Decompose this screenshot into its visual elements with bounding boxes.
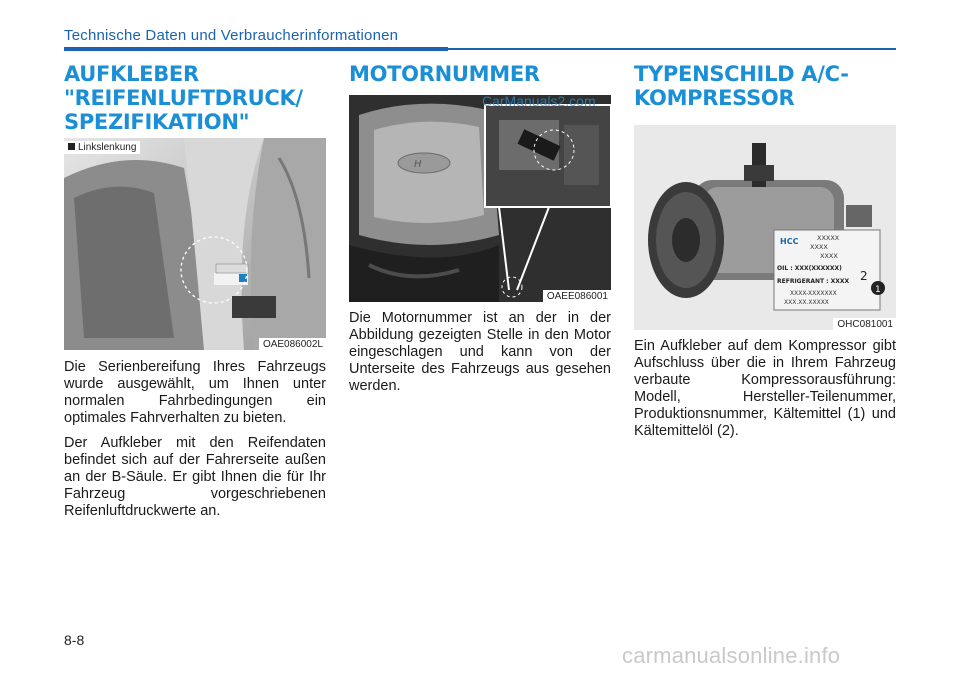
svg-text:OIL : XXX(XXXXXX): OIL : XXX(XXXXXX) bbox=[777, 265, 842, 272]
svg-text:XXXX-XXXXXXX: XXXX-XXXXXXX bbox=[790, 290, 837, 297]
page-number: 8-8 bbox=[64, 632, 85, 648]
section-heading-engine-number: MOTORNUMMER bbox=[349, 62, 540, 86]
figure-compressor bbox=[634, 125, 896, 330]
svg-text:HCC: HCC bbox=[780, 237, 799, 246]
figure-code: OAEE086001 bbox=[543, 290, 611, 302]
paragraph: Ein Aufkleber auf dem Kompressor gibt Aufschluss über die in Ihrem Fahrzeug verbaute Kompressorausführung: Modell, Hersteller-Teilenummer, Produktionsnummer, Kältemittel (1) und Kältemittelöl (2). bbox=[634, 338, 896, 439]
b-pillar-illustration bbox=[64, 138, 326, 350]
section-heading-ac-compressor: TYPENSCHILD A/C- KOMPRESSOR bbox=[634, 62, 849, 110]
running-header: Technische Daten und Verbraucherinformationen bbox=[64, 27, 399, 44]
header-rule-thin bbox=[448, 48, 896, 50]
svg-text:2: 2 bbox=[860, 269, 868, 283]
figure-code: OAE086002L bbox=[259, 338, 326, 350]
svg-text:XXXX: XXXX bbox=[810, 243, 828, 251]
watermark-top: CarManuals2.com bbox=[482, 93, 596, 109]
paragraph: Die Motornummer ist an der in der Abbildung gezeigten Stelle in den Motor eingeschlagen und kann von der Unterseite des Fahrzeugs aus gesehen werden. bbox=[349, 310, 611, 394]
tag-left-hand-drive: Linkslenkung bbox=[64, 141, 140, 154]
compressor-illustration bbox=[634, 125, 896, 330]
svg-text:REFRIGERANT : XXXX: REFRIGERANT : XXXX bbox=[777, 278, 850, 285]
section-ac-compressor bbox=[634, 62, 896, 110]
svg-text:XXX.XX.XXXXX: XXX.XX.XXXXX bbox=[784, 299, 829, 306]
section-heading-tire-label: AUFKLEBER "REIFENLUFTDRUCK/ SPEZIFIKATION" bbox=[64, 62, 303, 134]
section-text-ac-compressor bbox=[634, 338, 896, 448]
svg-text:XXXX: XXXX bbox=[820, 252, 838, 260]
paragraph: Der Aufkleber mit den Reifendaten befindet sich auf der Fahrerseite außen an der B-Säule. Er gibt Ihnen die für Ihr Fahrzeug vorgeschriebenen Reifenluftdruckwerte an. bbox=[64, 435, 326, 519]
section-text-engine-number bbox=[349, 310, 611, 403]
header-rule-thick bbox=[64, 47, 448, 51]
svg-text:1: 1 bbox=[875, 285, 881, 295]
figure-b-pillar bbox=[64, 138, 326, 350]
section-text-tire-label bbox=[64, 359, 326, 528]
svg-text:H: H bbox=[414, 159, 422, 170]
figure-code: OHC081001 bbox=[833, 318, 896, 330]
figure-engine bbox=[349, 95, 611, 302]
square-bullet-icon bbox=[68, 143, 75, 150]
section-engine-number bbox=[349, 62, 611, 86]
svg-text:XXXXX: XXXXX bbox=[817, 234, 840, 242]
paragraph: Die Serienbereifung Ihres Fahrzeugs wurde ausgewählt, um Ihnen unter normalen Fahrbedingungen ein optimales Fahrverhalten zu bieten. bbox=[64, 359, 326, 426]
watermark-bottom: carmanualsonline.info bbox=[622, 643, 841, 668]
section-tire-label bbox=[64, 62, 326, 134]
engine-illustration bbox=[349, 95, 611, 302]
